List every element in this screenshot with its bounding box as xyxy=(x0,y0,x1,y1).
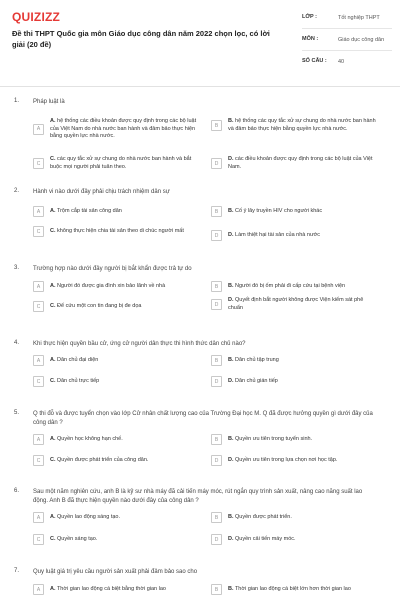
option-a[interactable] xyxy=(33,434,201,445)
option-letter-box: D xyxy=(211,230,222,241)
option-text xyxy=(228,514,292,522)
option-body: Thời gian lao động cá biệt bằng thời gian lao xyxy=(56,585,166,592)
option-text xyxy=(50,436,123,444)
option-letter-box: A xyxy=(33,584,44,595)
question-number: 7. xyxy=(14,568,20,574)
option-text xyxy=(228,156,379,171)
option-text xyxy=(228,536,296,544)
option-label: A. xyxy=(50,207,56,214)
option-b[interactable] xyxy=(211,355,379,366)
question-text: Pháp luật là xyxy=(33,99,65,105)
worksheet-header xyxy=(0,0,400,87)
option-d[interactable] xyxy=(211,230,379,241)
option-label: C. xyxy=(50,302,56,309)
class-value: Tốt nghiệp THPT xyxy=(338,15,380,21)
option-b[interactable] xyxy=(211,512,379,523)
option-letter-box: B xyxy=(211,206,222,217)
option-d[interactable] xyxy=(211,455,379,466)
meta-row-count xyxy=(302,58,392,72)
question-text: Quy luật giá trị yêu cầu người sản xuất phải đảm bảo sao cho xyxy=(33,569,198,575)
question-text: Khi thực hiện quyền bầu cử, ứng cử người dân thực thi hình thức dân chủ nào? xyxy=(33,341,246,347)
option-label: C. xyxy=(50,535,56,542)
option-text xyxy=(50,118,201,141)
question-count-label: SỐ CÂU : xyxy=(302,58,327,64)
option-d[interactable] xyxy=(211,376,379,387)
option-text xyxy=(50,228,184,236)
option-body: Làm thiệt hại tài sản của nhà nước xyxy=(235,231,320,238)
option-text xyxy=(228,586,351,594)
option-text xyxy=(50,378,99,386)
option-letter-box: C xyxy=(33,376,44,387)
option-body: Trộm cắp tài sản công dân xyxy=(56,207,122,214)
option-label: A. xyxy=(50,513,56,520)
option-c[interactable] xyxy=(33,156,201,171)
option-text xyxy=(228,357,279,365)
option-letter-box: B xyxy=(211,434,222,445)
option-letter-box: A xyxy=(33,434,44,445)
option-label: B. xyxy=(228,356,234,363)
option-label: D. xyxy=(228,231,234,238)
option-c[interactable] xyxy=(33,376,201,387)
option-letter-box: C xyxy=(33,301,44,312)
option-body: Quyền được phát triển. xyxy=(235,513,292,520)
option-label: C. xyxy=(50,156,56,162)
option-c[interactable] xyxy=(33,455,201,466)
question-number: 4. xyxy=(14,340,20,346)
option-body: Quyền cải tiến máy móc. xyxy=(235,535,296,542)
option-body: Dân chủ tập trung xyxy=(235,356,279,363)
option-text xyxy=(228,457,337,465)
quizizz-logo[interactable]: QUIZIZZ xyxy=(12,10,61,24)
option-label: A. xyxy=(50,356,56,363)
option-text xyxy=(50,156,201,171)
question-number: 2. xyxy=(14,188,20,194)
option-text xyxy=(228,208,322,216)
option-body: Dân chủ đại diện xyxy=(57,356,99,363)
option-text xyxy=(50,586,166,594)
option-text xyxy=(50,514,120,522)
option-label: B. xyxy=(228,513,234,520)
subject-label: MÔN : xyxy=(302,36,319,42)
option-letter-box: C xyxy=(33,226,44,237)
option-text xyxy=(50,457,148,465)
option-text xyxy=(228,118,379,133)
option-c[interactable] xyxy=(33,534,201,545)
option-body: Quyền được phát triển của công dân. xyxy=(57,456,149,463)
option-label: C. xyxy=(50,377,56,384)
option-label: D. xyxy=(228,297,234,303)
option-text xyxy=(228,378,278,386)
question-count-value: 40 xyxy=(338,59,345,65)
meta-row-subject xyxy=(302,36,392,51)
option-label: C. xyxy=(50,456,56,463)
subject-value: Giáo dục công dân xyxy=(338,37,385,43)
option-label: D. xyxy=(228,456,234,463)
option-body: Dân chủ trực tiếp xyxy=(57,377,100,384)
option-letter-box: C xyxy=(33,455,44,466)
option-label: B. xyxy=(228,282,234,289)
option-body: Quyền ưu tiên trong lựa chọn nơi học tập. xyxy=(235,456,338,463)
question-text: Sau một năm nghiên cứu, anh B là kỹ sư nhà máy đã cải tiến máy móc, rút ngắn quy trình sản xuất, nâng cao năng suất lao động. Anh B đã thực hiện quyền nào dưới đây của công dân ? xyxy=(33,489,363,504)
option-label: B. xyxy=(228,118,234,124)
worksheet-meta xyxy=(302,14,392,79)
question-text: Q thi đỗ và được tuyển chọn vào lớp Cử nhân chất lượng cao của Trường Đại học M. Q đã được hưởng quyền gì dưới đây của công dân ? xyxy=(33,411,373,426)
option-letter-box: A xyxy=(33,206,44,217)
option-body: Quyết định bắt người không được Viện kiểm sát phê chuẩn xyxy=(228,297,364,311)
option-letter-box: B xyxy=(211,120,222,131)
meta-row-class xyxy=(302,14,392,29)
question-number: 1. xyxy=(14,98,20,104)
option-body: các quy tắc xử sự chung do nhà nước ban hành và bắt buộc mọi người phải tuân theo. xyxy=(50,156,192,170)
option-a[interactable] xyxy=(33,118,201,141)
document-title: Đề thi THPT Quốc gia môn Giáo dục công dân năm 2022 chọn lọc, có lời giải (20 đề) xyxy=(12,29,270,49)
option-body: Quyền học không hạn chế. xyxy=(57,435,123,442)
option-b[interactable] xyxy=(211,206,379,217)
option-label: D. xyxy=(228,535,234,542)
option-label: D. xyxy=(228,377,234,384)
option-letter-box: B xyxy=(211,281,222,292)
option-d[interactable] xyxy=(211,297,379,312)
option-body: hệ thống các điều khoản được quy định trong các bộ luật của Việt Nam do nhà nước ban hành và đảm bảo thực hiện bằng quyền lực nhà nước. xyxy=(50,118,197,139)
option-label: A. xyxy=(50,118,56,124)
option-text xyxy=(50,303,141,311)
option-letter-box: A xyxy=(33,355,44,366)
option-body: Cố ý lây truyền HIV cho người khác xyxy=(235,207,323,214)
option-body: Quyền sáng tạo. xyxy=(57,535,98,542)
option-label: A. xyxy=(50,435,56,442)
option-letter-box: C xyxy=(33,534,44,545)
option-letter-box: D xyxy=(211,376,222,387)
option-body: Quyền lao động sáng tạo. xyxy=(57,513,121,520)
option-body: không thực hiện chia tài sản theo di chúc người mất xyxy=(57,227,184,234)
option-letter-box: D xyxy=(211,158,222,169)
option-label: B. xyxy=(228,585,234,592)
option-d[interactable] xyxy=(211,534,379,545)
option-a[interactable] xyxy=(33,512,201,523)
question-text: Hành vi nào dưới đây phải chịu trách nhiệm dân sự xyxy=(33,189,170,195)
option-letter-box: D xyxy=(211,534,222,545)
option-d[interactable] xyxy=(211,156,379,171)
option-b[interactable] xyxy=(211,584,379,595)
option-letter-box: A xyxy=(33,124,44,135)
option-letter-box: B xyxy=(211,512,222,523)
option-c[interactable] xyxy=(33,226,201,237)
option-label: A. xyxy=(50,585,56,592)
option-text xyxy=(50,357,98,365)
option-a[interactable] xyxy=(33,584,201,595)
option-letter-box: D xyxy=(211,455,222,466)
option-body: các điều khoản được quy định trong các bộ luật của Việt Nam. xyxy=(228,156,373,170)
option-label: C. xyxy=(50,227,56,234)
option-letter-box: B xyxy=(211,584,222,595)
option-letter-box: D xyxy=(211,299,222,310)
option-label: A. xyxy=(50,282,56,289)
option-a[interactable] xyxy=(33,355,201,366)
option-b[interactable] xyxy=(211,281,379,292)
option-body: Người đó bị ốm phải đi cấp cứu tại bệnh viện xyxy=(235,282,346,289)
question-number: 3. xyxy=(14,265,20,271)
option-b[interactable] xyxy=(211,434,379,445)
option-letter-box: B xyxy=(211,355,222,366)
option-letter-box: A xyxy=(33,281,44,292)
question-number: 5. xyxy=(14,410,20,416)
option-body: Để cứu một con tin đang bị đe dọa xyxy=(57,302,142,309)
option-c[interactable] xyxy=(33,301,201,312)
option-text xyxy=(50,283,165,291)
option-label: B. xyxy=(228,435,234,442)
option-letter-box: A xyxy=(33,512,44,523)
option-text xyxy=(50,536,97,544)
option-text xyxy=(228,297,379,312)
option-body: hệ thống các quy tắc xử sự chung do nhà nước ban hành và đảm bảo thực hiện bằng quyền lực nhà nước. xyxy=(228,118,376,132)
option-label: D. xyxy=(228,156,234,162)
option-body: Dân chủ gián tiếp xyxy=(235,377,278,384)
option-body: Người đó được gia đình xin bảo lãnh về nhà xyxy=(57,282,166,289)
option-a[interactable] xyxy=(33,281,201,292)
question-text: Trường hợp nào dưới đây người bị bắt khẩn được trả tự do xyxy=(33,266,192,272)
question-number: 6. xyxy=(14,488,20,494)
option-body: Thời gian lao động cá biệt lớn hơn thời gian lao xyxy=(234,585,351,592)
option-a[interactable] xyxy=(33,206,201,217)
option-text xyxy=(228,436,312,444)
option-letter-box: C xyxy=(33,158,44,169)
option-text xyxy=(228,283,345,291)
class-label: LỚP : xyxy=(302,14,317,20)
option-body: Quyền ưu tiên trong tuyển sinh. xyxy=(235,435,313,442)
option-b[interactable] xyxy=(211,118,379,133)
option-text xyxy=(228,232,320,240)
option-label: B. xyxy=(228,207,234,214)
option-text xyxy=(50,208,122,216)
